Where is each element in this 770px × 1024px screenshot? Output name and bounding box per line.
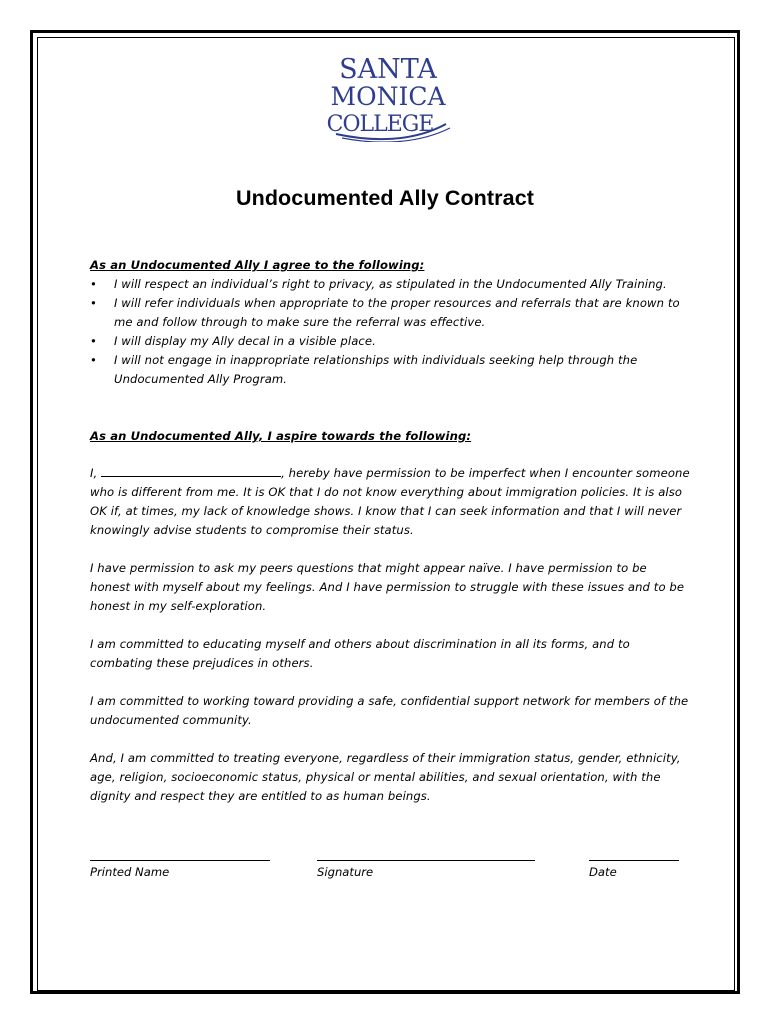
paragraph-committed-educating: I am committed to educating myself and others about discrimination in all its forms, and to combating these prejudices in others. <box>90 637 630 670</box>
santa-monica-college-logo <box>318 50 458 142</box>
contract-body <box>90 256 690 825</box>
printed-name-label: Printed Name <box>90 865 170 879</box>
paragraph-permission-ask: I have permission to ask my peers questions that might appear naïve. I have permission to be honest with myself about my feelings. And I have permission to struggle with these issues and to be honest in my self-exploration. <box>90 561 685 613</box>
agreement-item: • I will not engage in inappropriate relationships with individuals seeking help through the Undocumented Ally Program. <box>90 353 638 386</box>
document-title: Undocumented Ally Contract <box>235 186 535 210</box>
date-label: Date <box>589 865 617 879</box>
logo-line-santa: SANTA <box>339 54 437 85</box>
logo-line-college: COLLEGE <box>326 112 434 137</box>
bullet-icon: • <box>90 277 97 291</box>
printed-name-line[interactable] <box>90 860 270 861</box>
agreement-item: • I will display my Ally decal in a visible place. <box>90 332 690 351</box>
name-blank-field[interactable] <box>101 463 281 477</box>
paragraph-permission-imperfect: I, , hereby have permission to be imperfect when I encounter someone who is different from me. It is OK that I do not know everything about immigration policies. It is also OK if, at times, my lack of knowledge shows. I know that I can seek information and that I will never knowingly advise students to compromise their status. <box>90 463 690 540</box>
agreement-item: • I will refer individuals when appropriate to the proper resources and referrals that are known to me and follow through to make sure the referral was effective. <box>90 296 680 329</box>
signature-label: Signature <box>317 865 374 879</box>
agreement-list <box>90 275 690 389</box>
paragraph-committed-support: I am committed to working toward providing a safe, confidential support network for members of the undocumented community. <box>90 694 689 727</box>
signature-line[interactable] <box>317 860 535 861</box>
section1-heading: As an Undocumented Ally I agree to the following: <box>90 258 425 272</box>
paragraph-committed-dignity: And, I am committed to treating everyone, regardless of their immigration status, gender, ethnicity, age, religion, socioeconomic status, physical or mental abilities, and sexual orientation, with the dignity and respect they are entitled to as human beings. <box>90 751 681 803</box>
agreement-item: • I will respect an individual’s right to privacy, as stipulated in the Undocumented Ally Training. <box>90 275 690 294</box>
bullet-icon: • <box>90 353 97 367</box>
date-line[interactable] <box>589 860 679 861</box>
bullet-icon: • <box>90 296 97 310</box>
bullet-icon: • <box>90 334 97 348</box>
section2-heading: As an Undocumented Ally, I aspire towards the following: <box>90 429 472 443</box>
logo-line-monica: MONICA <box>330 82 446 111</box>
